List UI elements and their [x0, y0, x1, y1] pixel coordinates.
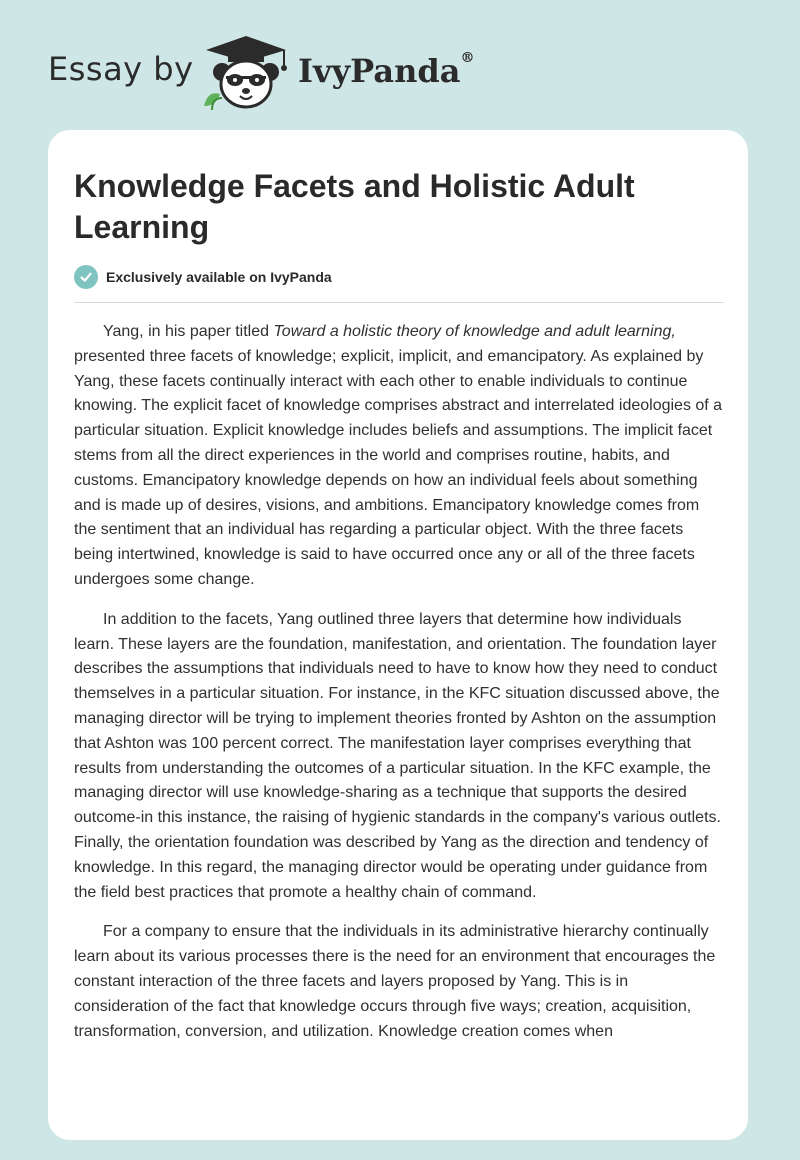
paragraph: [74, 320, 724, 593]
check-icon: [74, 265, 98, 289]
exclusive-badge: [74, 264, 332, 290]
brand-name-text: IvyPanda: [298, 52, 461, 90]
essay-card: [48, 130, 748, 1140]
paragraph-rest: presented three facets of knowledge; explicit, implicit, and emancipatory. As explained by Yang, these facets continually interact with each other to enable individuals to continue knowing. The explicit facet of knowledge comprises abstract and interrelated ideologies of a particular situation. Explicit knowledge includes beliefs and assumptions. The implicit facet stems from all the direct experiences in the world and comprises routine, habits, and customs. Emancipatory knowledge depends on how an individual feels about something and is made up of desires, visions, and ambitions. Emancipatory knowledge comes from the sentiment that an individual has regarding a particular object. With the three facets being intertwined, knowledge is said to have occurred once any or all of the three facets undergoes some change.: [74, 347, 723, 588]
badge-label: Exclusively available on IvyPanda: [106, 269, 332, 285]
paragraph-lead: Yang, in his paper titled: [103, 323, 274, 340]
panda-logo-icon[interactable]: [198, 32, 294, 112]
brand-name[interactable]: [298, 52, 474, 90]
paragraph: For a company to ensure that the individuals in its administrative hierarchy continually learn about its various processes there is the need for an environment that encourages the constant interaction of the three facets and layers proposed by Yang. This is in consideration of the fact that knowledge occurs through five ways; creation, acquisition, transformation, conversion, and utilization. Knowledge creation comes when: [74, 923, 716, 1040]
brand-prefix: Essay by: [48, 50, 194, 88]
essay-body: [74, 320, 724, 1059]
paragraph: In addition to the facets, Yang outlined three layers that determine how individuals learn. These layers are the foundation, manifestation, and orientation. The foundation layer describes the assumptions that individuals need to have to know how they need to conduct themselves in a particular situation. For instance, in the KFC situation discussed above, the managing director will be trying to implement theories fronted by Ashton on the assumption that Ashton was 100 percent correct. The manifestation layer comprises everything that results from understanding the outcomes of a particular situation. In the KFC example, the managing director will use knowledge-sharing as a technique that supports the desired outcome-in this instance, the raising of hygienic standards in the company's various outlets. Finally, the orientation foundation was described by Yang as the direction and tendency of knowledge. In this regard, the managing director would be operating under guidance from the field best practices that promote a healthy chain of command.: [74, 610, 721, 901]
registered-mark: ®: [460, 50, 475, 66]
paper-title: Toward a holistic theory of knowledge and adult learning,: [273, 323, 676, 340]
page-title: Knowledge Facets and Holistic Adult Learning: [74, 168, 635, 245]
divider: [74, 302, 724, 303]
site-header: [0, 0, 800, 130]
